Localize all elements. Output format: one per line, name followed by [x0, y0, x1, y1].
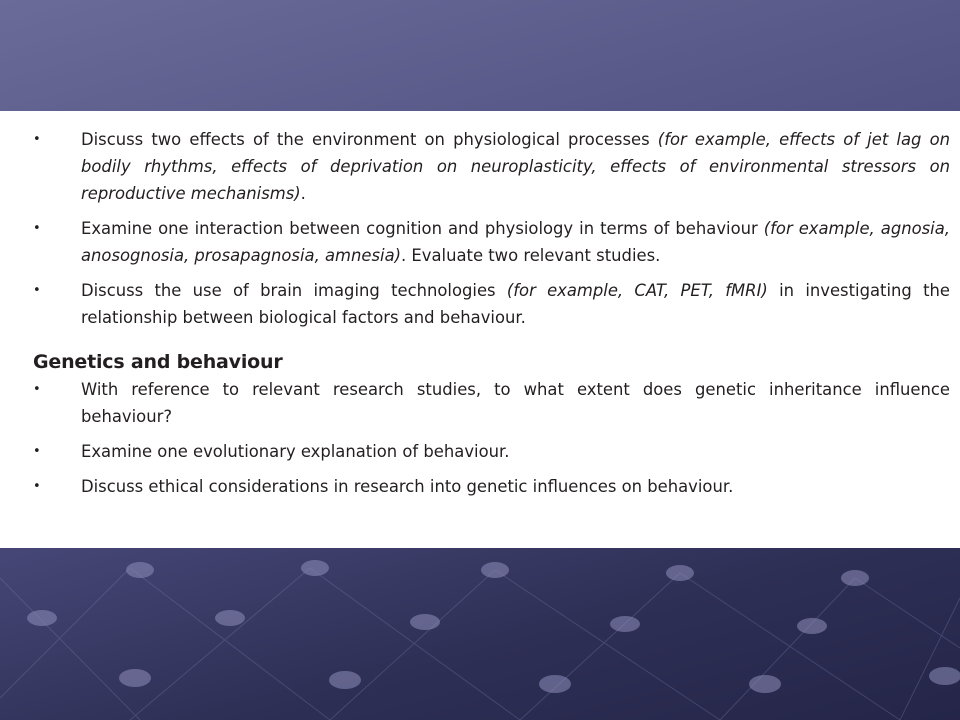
list-item — [33, 215, 950, 269]
item-text-end: . — [300, 184, 306, 203]
background-dot — [539, 675, 571, 693]
background-dot — [481, 562, 509, 578]
item-text: Discuss ethical considerations in research into genetic influences on behaviour. — [81, 477, 734, 496]
list-item — [33, 376, 950, 430]
list-item — [33, 438, 950, 465]
list-item — [33, 126, 950, 207]
item-example: (for example, agnosia, anosognosia, prosapagnosia, amnesia) — [81, 219, 950, 265]
background-dot — [749, 675, 781, 693]
item-text: Discuss the use of brain imaging technologies — [81, 281, 507, 300]
background-dot — [126, 562, 154, 578]
background-dot — [301, 560, 329, 576]
background-dot — [27, 610, 57, 626]
item-text: With reference to relevant research studies, to what extent does genetic inheritance influence behaviour? — [81, 380, 950, 426]
item-example: (for example, effects of jet lag on bodily rhythms, effects of deprivation on neuroplasticity, effects of environmental stressors on reproductive mechanisms) — [81, 130, 950, 203]
item-text: Discuss two effects of the environment on physiological processes — [81, 130, 658, 149]
bullet: • — [33, 444, 41, 459]
bullet: • — [33, 283, 41, 298]
bullet: • — [33, 382, 41, 397]
item-text: Examine one evolutionary explanation of behaviour. — [81, 442, 510, 461]
section-heading: Genetics and behaviour — [33, 351, 283, 373]
item-example: (for example, CAT, PET, fMRI) — [506, 281, 768, 300]
background-dot — [329, 671, 361, 689]
background-dot-pattern — [0, 548, 960, 720]
background-dot — [841, 570, 869, 586]
background-dot — [410, 614, 440, 630]
bullet: • — [33, 479, 41, 494]
background-dot — [119, 669, 151, 687]
item-text-end: in investigating the relationship between biological factors and behaviour. — [81, 281, 950, 327]
content-panel — [0, 111, 960, 548]
item-text-end: . Evaluate two relevant studies. — [401, 246, 661, 265]
background-dot — [929, 667, 960, 685]
bullet: • — [33, 132, 41, 147]
background-dot — [215, 610, 245, 626]
background-dot — [666, 565, 694, 581]
background-dot — [610, 616, 640, 632]
bullet: • — [33, 221, 41, 236]
background-dot — [797, 618, 827, 634]
list-item — [33, 277, 950, 331]
list-item — [33, 473, 950, 500]
item-text: Examine one interaction between cognition and physiology in terms of behaviour — [81, 219, 764, 238]
